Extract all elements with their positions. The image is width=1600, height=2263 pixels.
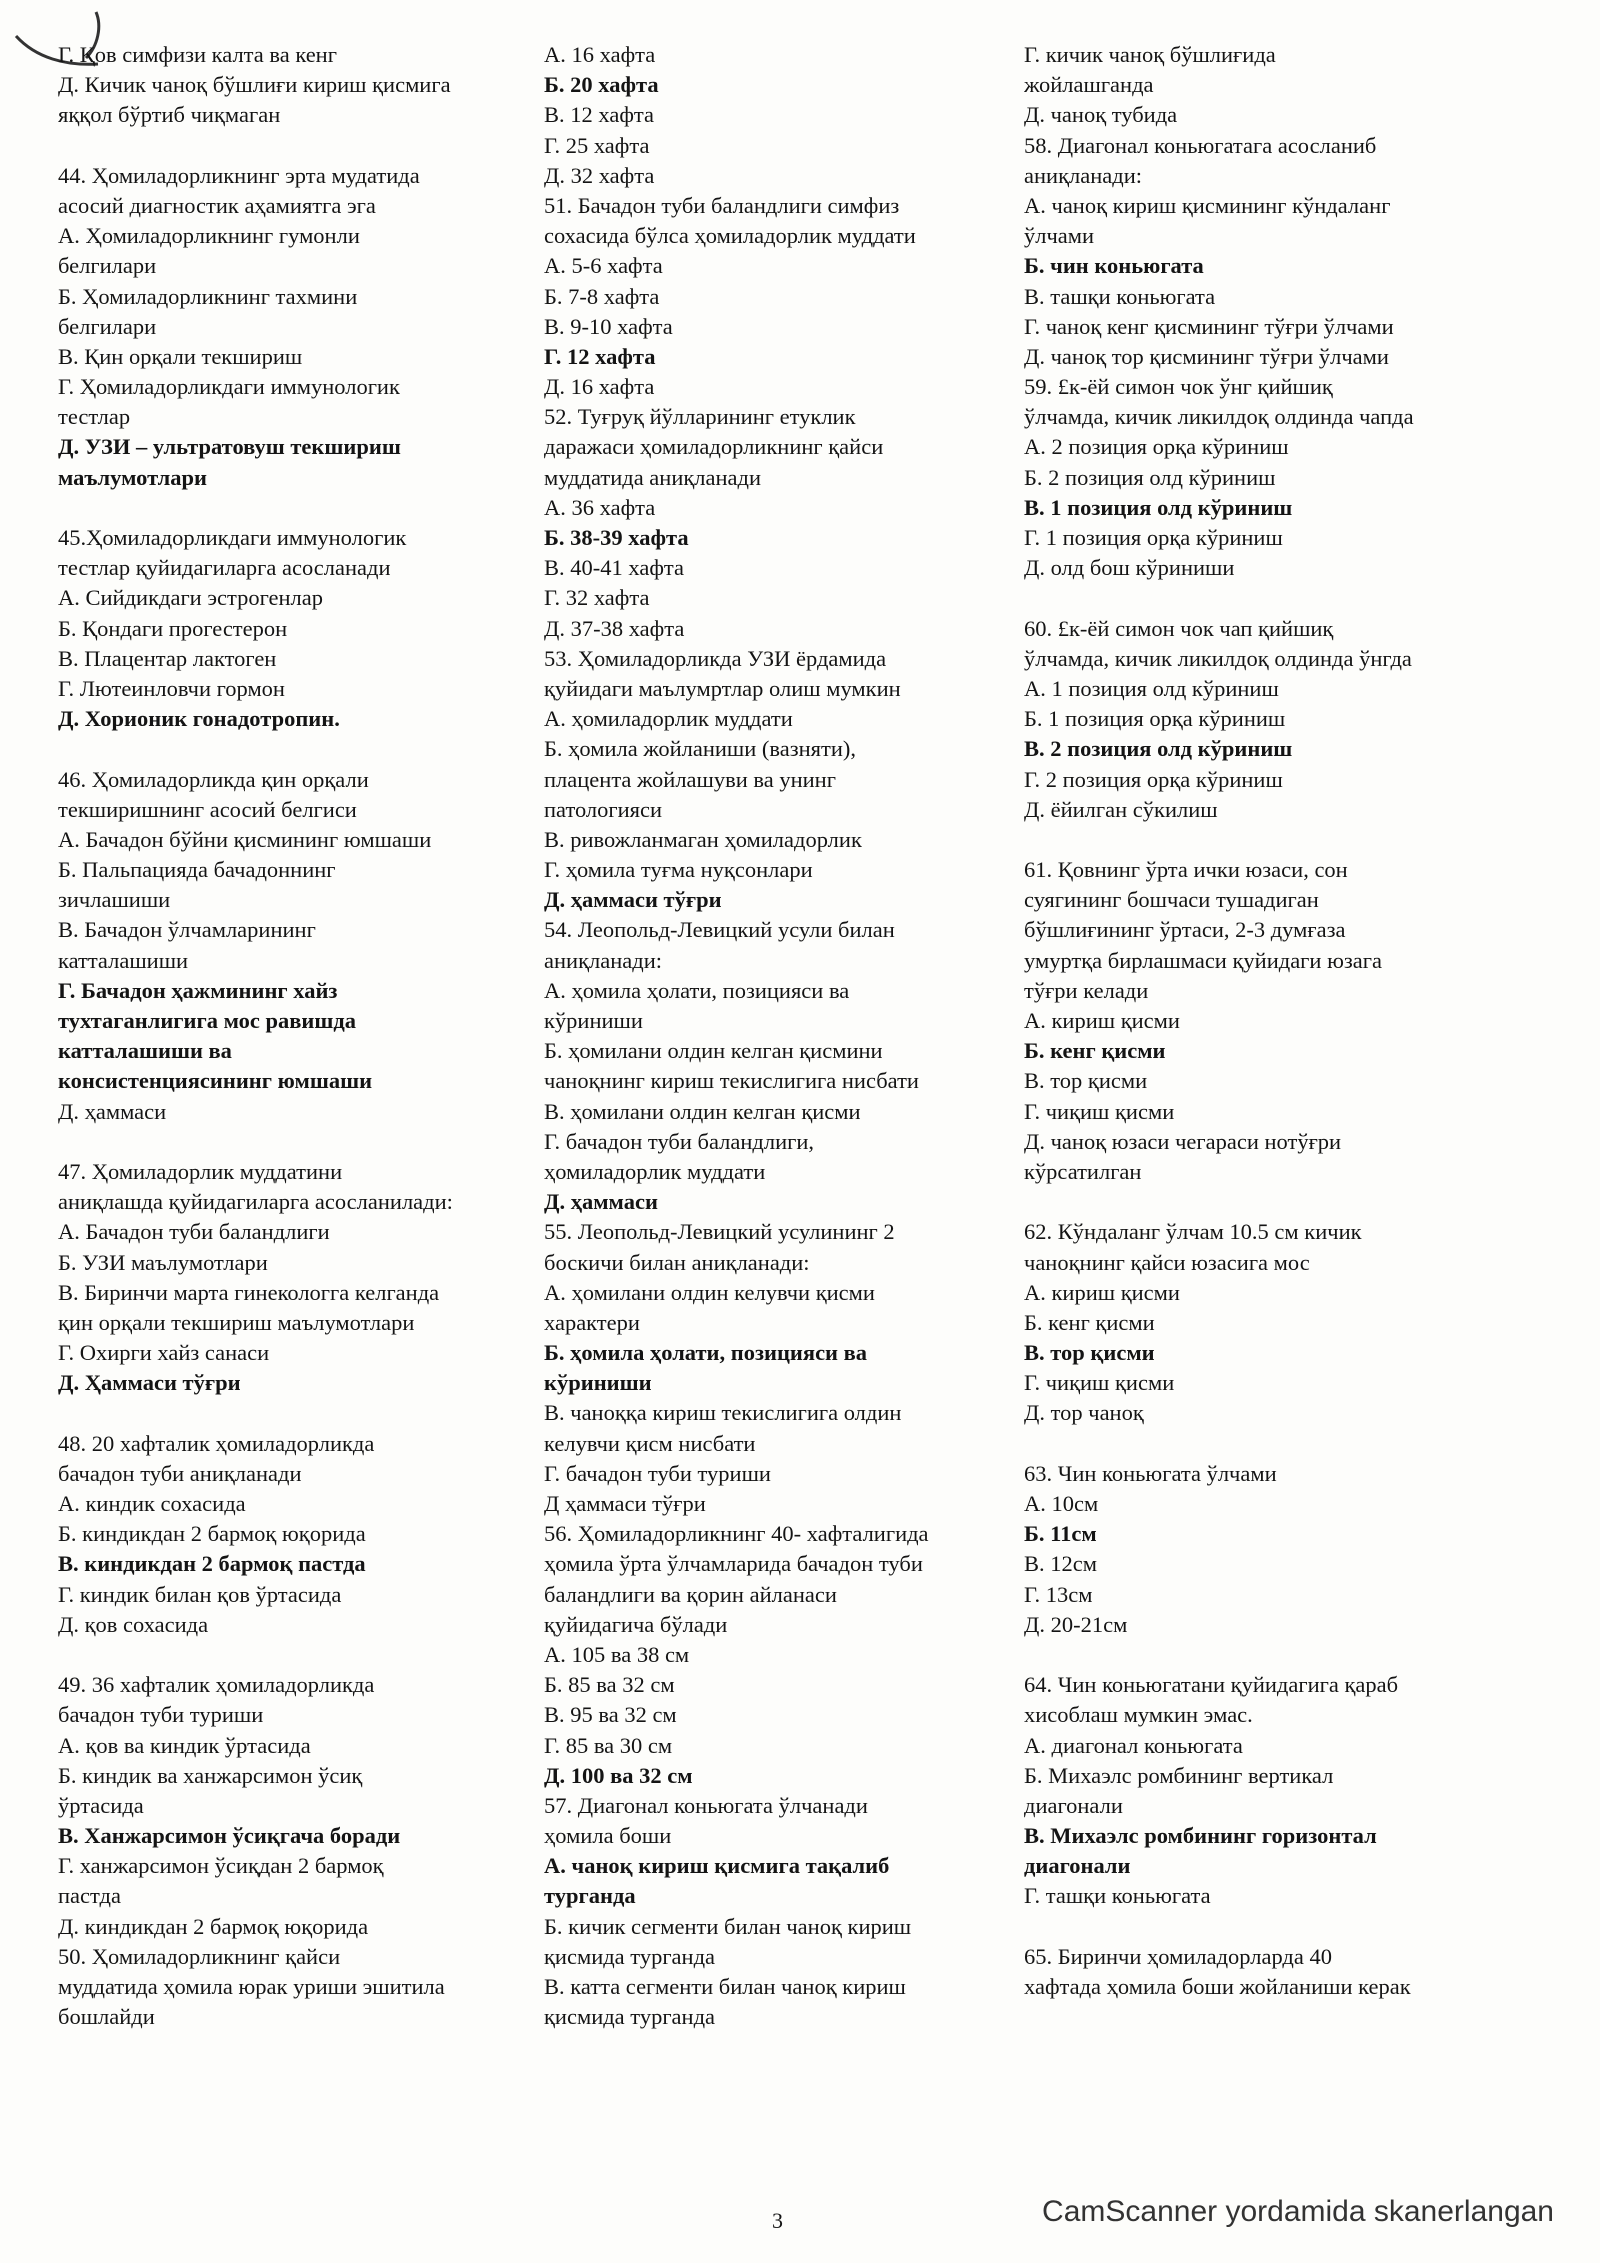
text-line: Д. ёйилган сўкилиш (1024, 796, 1218, 822)
text-line (1024, 583, 1540, 613)
text-line: характери (544, 1309, 640, 1335)
text-line: текширишнинг асосий белгиси (58, 796, 357, 822)
text-line: 54. Леопольд-Левицкий усули билан (544, 917, 895, 943)
text-line: Б. ҳомила ҳолати, позицияси ва (544, 1340, 868, 1366)
text-line: А. кириш қисми (1024, 1279, 1180, 1305)
column-3 (1024, 40, 1540, 2002)
text-line: Г. кичик чаноқ бўшлиғида (1024, 42, 1276, 67)
text-line: Б. чин коньюгата (1024, 253, 1204, 279)
text-line: Д. ҳаммаси (544, 1189, 658, 1215)
text-line: В. Бачадон ўлчамларининг (58, 917, 316, 943)
text-line: В. Қин орқали текшириш (58, 343, 303, 369)
text-line: Г. ташқи коньюгата (1024, 1883, 1211, 1909)
text-line: умуртқа бирлашмаси қуйидаги юзага (1024, 947, 1382, 973)
text-line: Б. ҳомила жойланиши (вазняти), (544, 736, 857, 762)
text-line: Д. чаноқ тубида (1024, 102, 1178, 128)
text-line: Г. Охирги хайз санаси (58, 1340, 270, 1366)
text-line: тухтаганлигига мос равишда (58, 1008, 356, 1033)
text-line: 56. Ҳомиладорликнинг 40- хафталигида (544, 1521, 929, 1547)
text-line: В. 9-10 хафта (544, 313, 673, 339)
text-line (1024, 1912, 1540, 1942)
text-line: сохасида бўлса ҳомиладорлик муддати (544, 223, 916, 249)
text-line: 53. Ҳомиладорликда УЗИ ёрдамида (544, 645, 887, 671)
text-line: Д. чаноқ юзаси чегараси нотўғри (1024, 1128, 1342, 1154)
text-line: А. 10см (1024, 1491, 1099, 1516)
text-line: А. 16 хафта (544, 42, 656, 67)
text-line: 64. Чин коньюгатани қуйидагига қараб (1024, 1672, 1399, 1698)
text-line (58, 1398, 528, 1428)
text-line: Г. Ҳомиладорликдаги иммунологик (58, 374, 400, 400)
text-line: плацента жойлашуви ва унинг (544, 766, 836, 792)
text-line: Б. Михаэлс ромбининг вертикал (1024, 1762, 1334, 1788)
text-line: бўшлиғининг ўртаси, 2-3 думғаза (1024, 917, 1346, 943)
text-line: Г. чиқиш қисми (1024, 1098, 1175, 1124)
text-line: 52. Туғруқ йўлларининг етуклик (544, 404, 856, 430)
text-line: А. ҳомила ҳолати, позицияси ва (544, 977, 850, 1003)
text-line: ҳомила боши (544, 1823, 672, 1849)
text-line: А. ҳомиладорлик муддати (544, 706, 793, 732)
text-line: Г. 2 позиция орқа кўриниш (1024, 766, 1283, 792)
text-line: қуйидаги маълумртлар олиш мумкин (544, 675, 901, 701)
text-line: 61. Қовнинг ўрта ички юзаси, сон (1024, 857, 1348, 883)
text-line: маълумотлари (58, 464, 207, 490)
text-line: А. чаноқ кириш қисмининг кўндаланг (1024, 192, 1391, 218)
text-line: Г. 12 хафта (544, 343, 656, 369)
text-line: А. 36 хафта (544, 494, 656, 520)
text-line: боскичи билан аниқланади: (544, 1249, 810, 1275)
text-line: Д. киндикдан 2 бармоқ юқорида (58, 1913, 369, 1939)
text-line: 58. Диагонал коньюгатага асосланиб (1024, 132, 1377, 158)
text-line: турганда (544, 1883, 636, 1909)
text-line: В. 12см (1024, 1551, 1097, 1577)
text-line (58, 493, 528, 523)
text-line: Д. 37-38 хафта (544, 615, 685, 641)
text-line: В. ташқи коньюгата (1024, 283, 1216, 309)
text-line: Г. киндик билан қов ўртасида (58, 1581, 342, 1607)
text-line: Г. ханжарсимон ўсиқдан 2 бармоқ (58, 1853, 384, 1879)
text-line: Б. Ҳомиладорликнинг тахмини (58, 283, 358, 309)
text-line: ўлчами (1024, 223, 1095, 249)
text-line: Б. кенг қисми (1024, 1038, 1166, 1064)
text-line: катталашиши ва (58, 1038, 232, 1064)
text-line: Б. 85 ва 32 см (544, 1672, 675, 1698)
text-line: қисмида турганда (544, 1943, 716, 1969)
text-line: хафтада ҳомила боши жойланиши керак (1024, 1974, 1411, 1999)
text-line: Д. 100 ва 32 см (544, 1762, 693, 1788)
text-line: Д. 20-21см (1024, 1611, 1128, 1637)
text-line (1024, 1640, 1540, 1670)
text-line: белгилари (58, 313, 157, 339)
text-line: бачадон туби аниқланади (58, 1460, 302, 1486)
text-line: Б. 20 хафта (544, 72, 659, 98)
text-line: Д. УЗИ – ультратовуш текшириш (58, 434, 401, 460)
text-line: Г. 13см (1024, 1581, 1093, 1607)
text-line: Д. 32 хафта (544, 162, 655, 188)
text-line: Г. 85 ва 30 см (544, 1732, 673, 1758)
text-line: Д. тор чаноқ (1024, 1400, 1144, 1426)
text-line: келувчи қисм нисбати (544, 1430, 756, 1456)
text-line: Б. кенг қисми (1024, 1309, 1155, 1335)
text-line: кўриниши (544, 1008, 643, 1033)
text-line: муддатида ҳомила юрак уриши эшитила (58, 1974, 445, 1999)
text-line: В. Плацентар лактоген (58, 645, 277, 671)
text-line: 59. £к-ёй симон чок ўнг қийшиқ (1024, 374, 1333, 400)
text-line: 49. 36 хафталик ҳомиладорликда (58, 1672, 375, 1698)
text-line: А. кириш қисми (1024, 1008, 1180, 1033)
text-line (1024, 1187, 1540, 1217)
text-line: Д. олд бош кўриниши (1024, 555, 1235, 581)
text-line (58, 1127, 528, 1157)
text-line: 47. Ҳомиладорлик муддатини (58, 1158, 343, 1184)
text-line: аниқлашда қуйидагиларга асосланилади: (58, 1189, 453, 1215)
text-line: Д. чаноқ тор қисмининг тўғри ўлчами (1024, 343, 1389, 369)
text-line: тўғри келади (1024, 977, 1149, 1003)
text-line: А. Ҳомиладорликнинг гумонли (58, 223, 360, 249)
text-line: қуйидагича бўлади (544, 1611, 728, 1637)
text-line: ўртасида (58, 1792, 144, 1818)
text-line: Д. Ҳаммаси тўғри (58, 1370, 241, 1396)
text-line: даражаси ҳомиладорликнинг қайси (544, 434, 884, 460)
text-line: Г. бачадон туби туриши (544, 1460, 771, 1486)
text-line: В. тор қисми (1024, 1068, 1148, 1094)
text-line (1024, 825, 1540, 855)
text-line: В. Биринчи марта гинекологга келганда (58, 1279, 440, 1305)
text-line: А. 5-6 хафта (544, 253, 663, 279)
text-line: тестлар (58, 404, 131, 430)
text-line: яққол бўртиб чиқмаган (58, 102, 281, 128)
text-line: 63. Чин коньюгата ўлчами (1024, 1460, 1277, 1486)
text-line: 65. Биринчи ҳомиладорларда 40 (1024, 1943, 1332, 1969)
text-line (58, 131, 528, 161)
text-line: аниқланади: (544, 947, 662, 973)
page-number: 3 (772, 2208, 783, 2233)
text-line: А. 2 позиция орқа кўриниш (1024, 434, 1289, 460)
text-line: қисмида турганда (544, 2004, 716, 2030)
text-line: Д. қов сохасида (58, 1611, 209, 1637)
text-line: консистенциясининг юмшаши (58, 1068, 373, 1094)
text-line: ҳомила ўрта ўлчамларида бачадон туби (544, 1551, 923, 1577)
text-line: бошлайди (58, 2004, 155, 2030)
text-line: В. чаноққа кириш текислигига олдин (544, 1400, 902, 1426)
text-line: 62. Кўндаланг ўлчам 10.5 см кичик (1024, 1219, 1362, 1245)
column-1 (58, 40, 528, 2032)
text-line: Г. чиқиш қисми (1024, 1370, 1175, 1396)
text-line: ҳомиладорлик муддати (544, 1158, 766, 1184)
text-line: хисоблаш мумкин эмас. (1024, 1702, 1253, 1728)
text-line: патологияси (544, 796, 663, 822)
text-line: Г. 1 позиция орқа кўриниш (1024, 525, 1283, 550)
text-line: диагонали (1024, 1853, 1131, 1879)
text-line: А. киндик сохасида (58, 1491, 246, 1516)
text-line: Д. ҳаммаси (58, 1098, 167, 1124)
text-line: кўриниши (544, 1370, 652, 1396)
text-line: чаноқнинг қайси юзасига мос (1024, 1249, 1310, 1275)
text-line: Г. Бачадон ҳажмининг хайз (58, 977, 338, 1003)
text-line: ўлчамда, кичик ликилдоқ олдинда ўнгда (1024, 645, 1412, 671)
text-line: 44. Ҳомиладорликнинг эрта мудатида (58, 162, 420, 188)
text-line: суягининг бошчаси тушадиган (1024, 887, 1319, 913)
text-line: А. қов ва киндик ўртасида (58, 1732, 311, 1758)
text-line: Б. 38-39 хафта (544, 525, 689, 550)
text-line: А. ҳомилани олдин келувчи қисми (544, 1279, 875, 1305)
text-line: А. 1 позиция олд кўриниш (1024, 675, 1279, 701)
text-line: Б. УЗИ маълумотлари (58, 1249, 268, 1275)
text-line: Д. Хорионик гонадотропин. (58, 706, 340, 732)
text-line (1024, 1429, 1540, 1459)
text-line: А. диагонал коньюгата (1024, 1732, 1243, 1758)
text-line: қин орқали текшириш маълумотлари (58, 1309, 415, 1335)
text-line: 57. Диагонал коньюгата ўлчанади (544, 1792, 868, 1818)
text-line: В. киндикдан 2 бармоқ пастда (58, 1551, 366, 1577)
text-line: асосий диагностик аҳамиятга эга (58, 192, 376, 218)
text-line: Б. кичик сегменти билан чаноқ кириш (544, 1913, 912, 1939)
text-line: Д ҳаммаси тўғри (544, 1491, 706, 1516)
text-line: В. Михаэлс ромбининг горизонтал (1024, 1823, 1377, 1849)
text-line (58, 1640, 528, 1670)
text-line: Г. 25 хафта (544, 132, 650, 158)
text-line: тестлар қуйидагиларга асосланади (58, 555, 391, 581)
text-line: Г. чаноқ кенг қисмининг тўғри ўлчами (1024, 313, 1394, 339)
text-line: белгилари (58, 253, 157, 279)
text-line: Б. ҳомилани олдин келган қисмини (544, 1038, 883, 1064)
text-line: диагонали (1024, 1792, 1123, 1818)
text-line: В. ҳомилани олдин келган қисми (544, 1098, 861, 1124)
text-line: В. 1 позиция олд кўриниш (1024, 494, 1293, 520)
column-2 (544, 40, 1020, 2032)
text-line: Б. 7-8 хафта (544, 283, 660, 309)
text-line: 45.Ҳомиладорликдаги иммунологик (58, 525, 407, 550)
text-line: бачадон туби туриши (58, 1702, 264, 1728)
text-line: 50. Ҳомиладорликнинг қайси (58, 1943, 341, 1969)
text-line: Б. 2 позиция олд кўриниш (1024, 464, 1276, 490)
text-line: Б. киндикдан 2 бармоқ юқорида (58, 1521, 366, 1547)
text-line: муддатида аниқланади (544, 464, 762, 490)
text-line: Б. киндик ва ханжарсимон ўсиқ (58, 1762, 363, 1788)
text-line: зичлашиши (58, 887, 171, 913)
text-line: 60. £к-ёй симон чок чап қийшиқ (1024, 615, 1334, 641)
text-line: Г. ҳомила туғма нуқсонлари (544, 857, 813, 883)
text-line: чаноқнинг кириш текислигига нисбати (544, 1068, 919, 1094)
text-line: Г. Лютеинловчи гормон (58, 675, 285, 701)
text-line: В. ривожланмаган ҳомиладорлик (544, 826, 862, 852)
text-line: В. 12 хафта (544, 102, 654, 128)
text-line: В. катта сегменти билан чаноқ кириш (544, 1974, 906, 1999)
text-line: Б. 11см (1024, 1521, 1097, 1547)
text-line: 48. 20 хафталик ҳомиладорликда (58, 1430, 375, 1456)
text-line (58, 734, 528, 764)
text-line: Б. Пальпацияда бачадоннинг (58, 857, 336, 883)
text-line: В. тор қисми (1024, 1340, 1155, 1366)
text-line: Д. 16 хафта (544, 374, 655, 400)
text-line: 51. Бачадон туби баландлиги симфиз (544, 192, 900, 218)
text-line: В. 2 позиция олд кўриниш (1024, 736, 1293, 762)
text-line: А. Бачадон туби баландлиги (58, 1219, 330, 1245)
text-line: пастда (58, 1883, 121, 1909)
text-line: В. 95 ва 32 см (544, 1702, 677, 1728)
text-line: жойлашганда (1024, 72, 1154, 98)
text-line: Г. бачадон туби баландлиги, (544, 1128, 815, 1154)
text-line: ўлчамда, кичик ликилдоқ олдинда чапда (1024, 404, 1414, 430)
text-line: А. чаноқ кириш қисмига тақалиб (544, 1853, 890, 1879)
text-line: Г. Қов симфизи калта ва кенг (58, 42, 337, 67)
text-line: А. Бачадон бўйни қисмининг юмшаши (58, 826, 432, 852)
text-line: кўрсатилган (1024, 1158, 1142, 1184)
text-line: В. Ханжарсимон ўсиқгача боради (58, 1823, 401, 1849)
text-line: Г. 32 хафта (544, 585, 650, 611)
text-line: Б. 1 позиция орқа кўриниш (1024, 706, 1286, 732)
text-line: баландлиги ва қорин айланаси (544, 1581, 837, 1607)
text-line: А. Сийдикдаги эстрогенлар (58, 585, 324, 611)
scanner-watermark: CamScanner yordamida skanerlangan (1042, 2195, 1554, 2228)
text-line: аниқланади: (1024, 162, 1142, 188)
text-line: катталашиши (58, 947, 189, 973)
text-line: 55. Леопольд-Левицкий усулининг 2 (544, 1219, 895, 1245)
text-line: Б. Қондаги прогестерон (58, 615, 288, 641)
text-line: В. 40-41 хафта (544, 555, 684, 581)
text-line: 46. Ҳомиладорликда қин орқали (58, 766, 369, 792)
text-line: Д. ҳаммаси тўғри (544, 887, 722, 913)
text-line: А. 105 ва 38 см (544, 1641, 690, 1667)
text-line: Д. Кичик чаноқ бўшлиғи кириш қисмига (58, 72, 451, 98)
